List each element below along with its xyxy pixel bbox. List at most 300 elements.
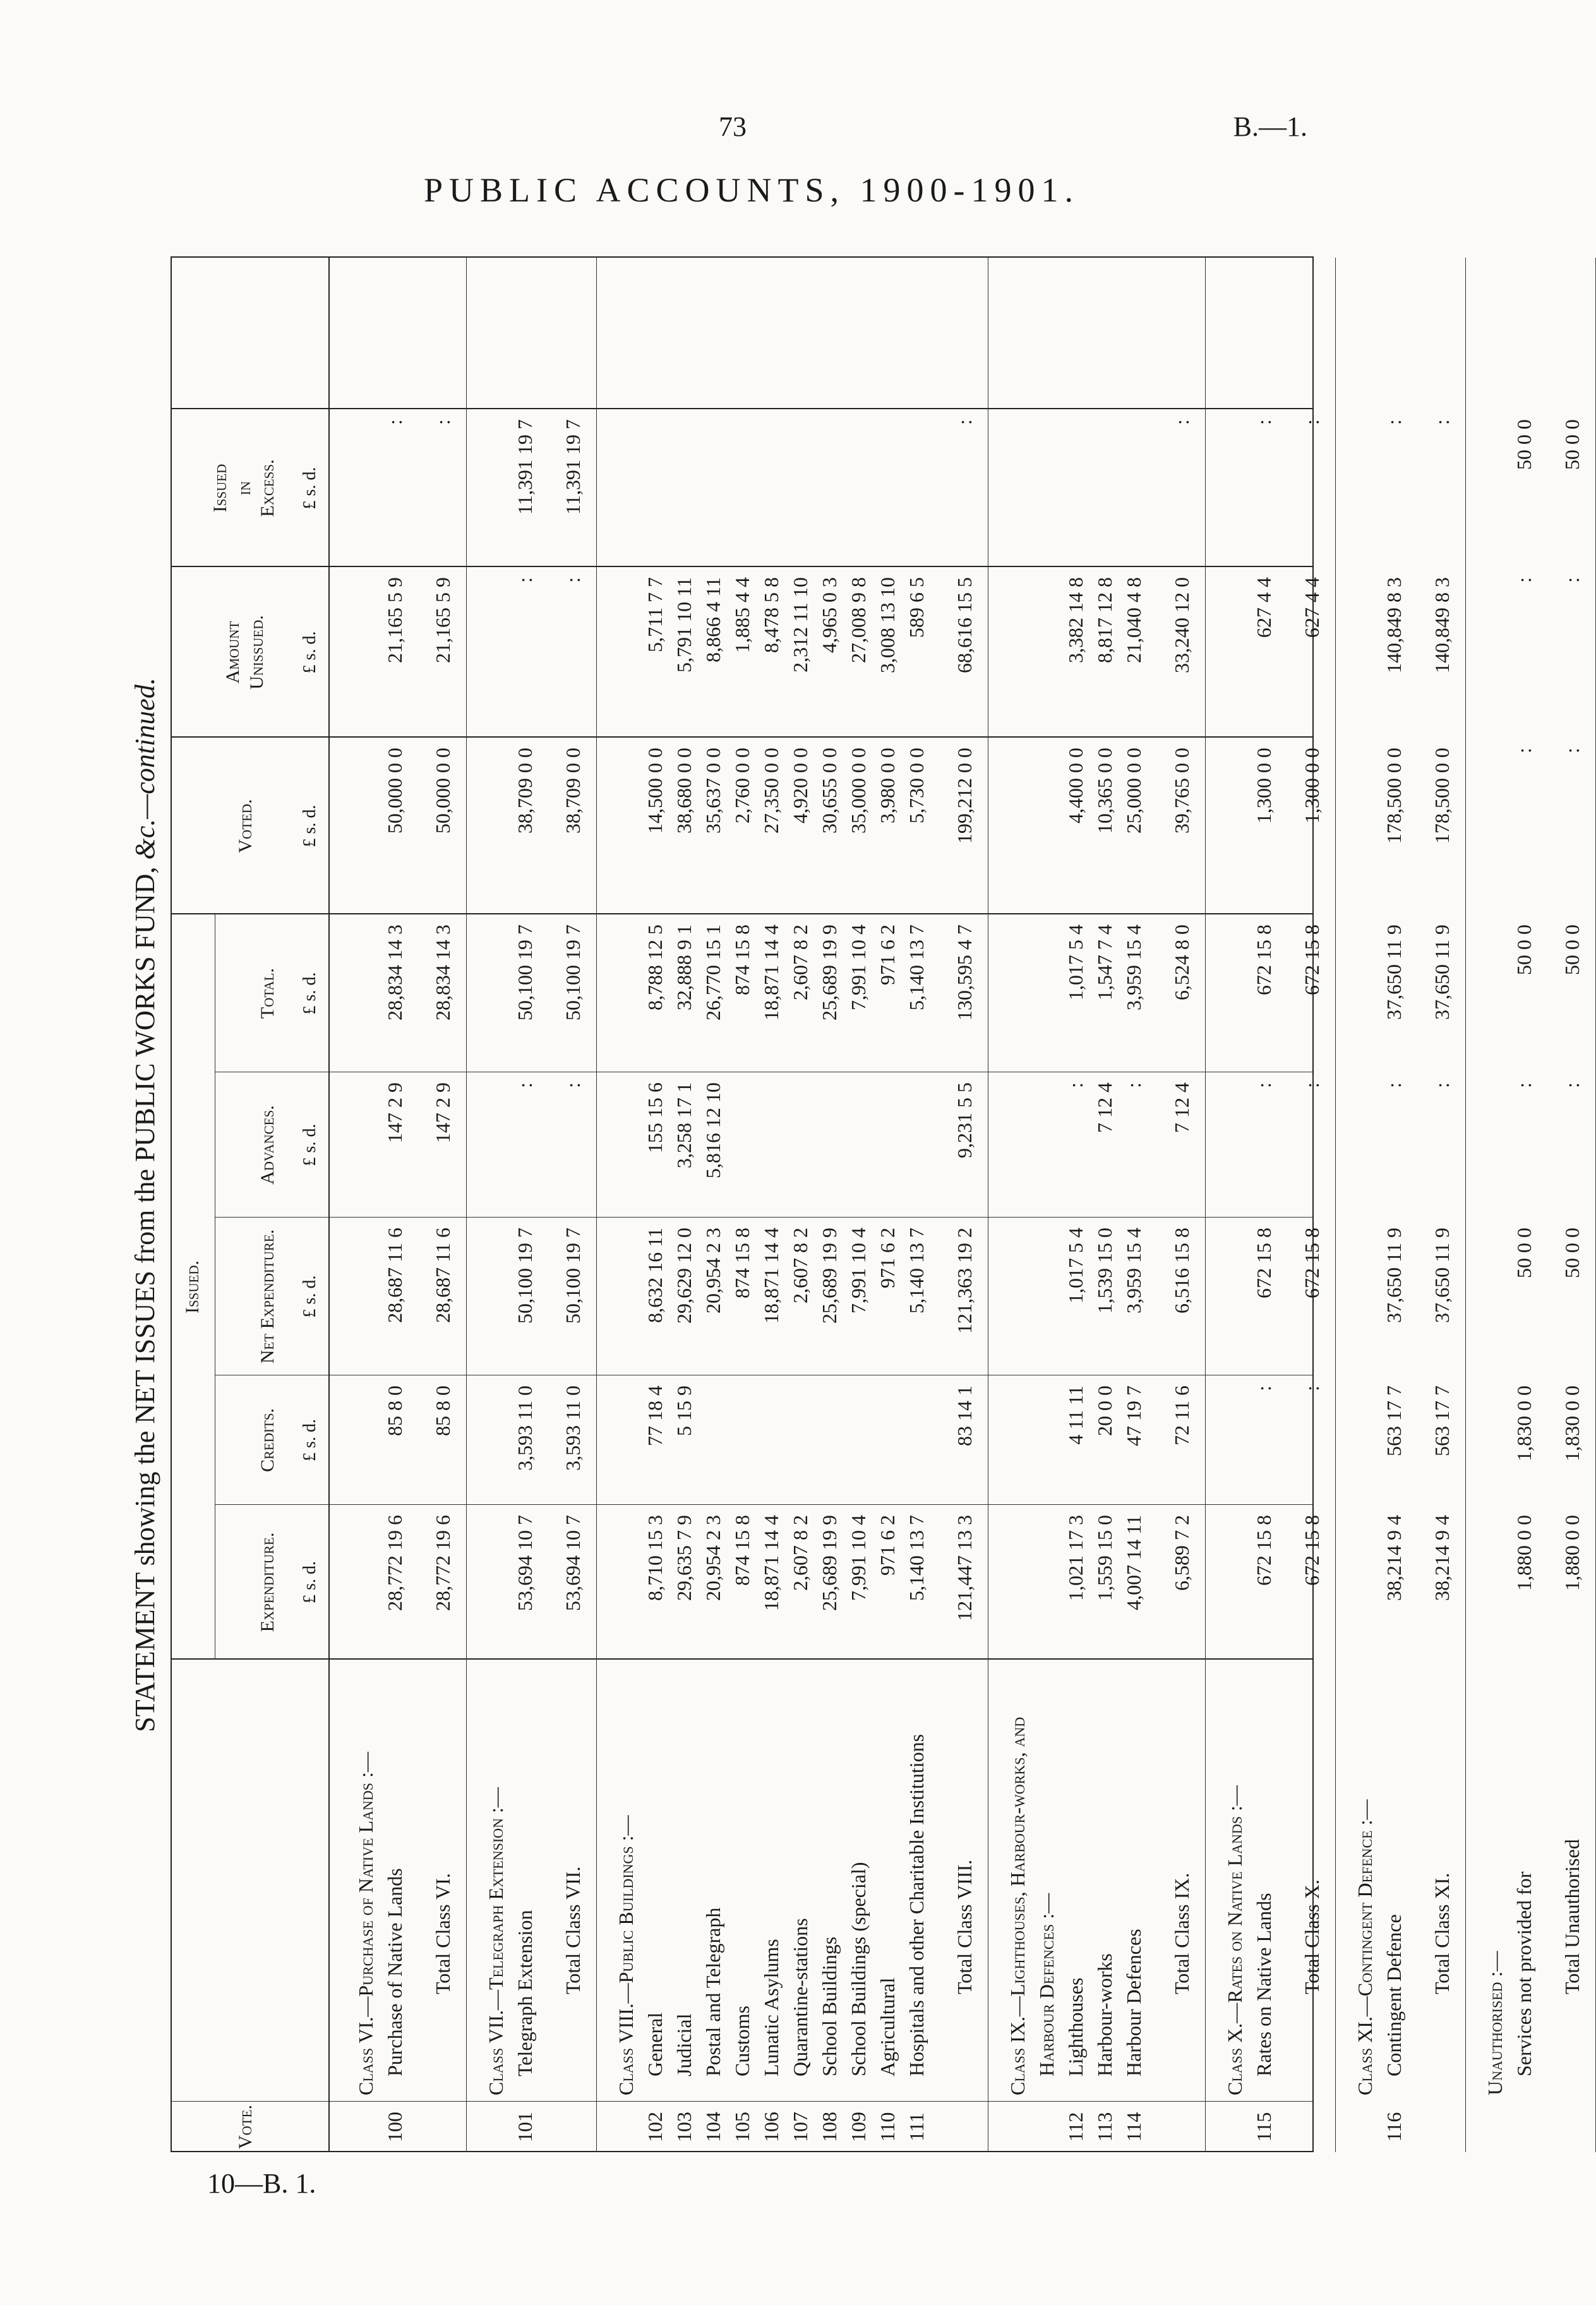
cell-voted: : xyxy=(1561,748,1583,753)
unit-label: £ s. d. xyxy=(300,1275,320,1318)
cell-credits xyxy=(844,1386,873,1505)
cell-expenditure: 874 15 8 xyxy=(731,1515,753,1586)
header-expenditure: Expenditure. xyxy=(257,1532,278,1632)
cell-issued-in-excess: : xyxy=(1170,419,1193,425)
cell-total: 1,017 5 4 xyxy=(1064,925,1087,1000)
cell-voted: 14,500 0 0 xyxy=(644,748,666,834)
item-description: Harbour Defences xyxy=(1122,1929,1145,2076)
cell-voted: 10,365 0 0 xyxy=(1093,748,1116,834)
class-heading-row xyxy=(1350,258,1379,2152)
cell-credits xyxy=(728,1386,757,1505)
vote-number: 100 xyxy=(383,2112,406,2142)
cell-advances xyxy=(786,1082,815,1218)
vote-number xyxy=(611,2102,640,2152)
cell-amount-unissued: 33,240 12 0 xyxy=(1170,577,1193,673)
cell-total: 37,650 11 9 xyxy=(1383,925,1405,1020)
table-row xyxy=(1379,258,1408,2152)
unit-label: £ s. d. xyxy=(300,1123,320,1166)
cell-credits: 563 17 7 xyxy=(1431,1386,1453,1456)
cell-credits: 563 17 7 xyxy=(1383,1386,1405,1456)
item-description: Lighthouses xyxy=(1064,1977,1087,2076)
cell-total: 7,991 10 4 xyxy=(847,925,870,1010)
cell-expenditure: 38,214 9 4 xyxy=(1431,1515,1453,1601)
cell-total: 2,607 8 2 xyxy=(789,925,812,1000)
cell-total: 28,834 14 3 xyxy=(431,925,454,1021)
cell-issued-in-excess xyxy=(844,419,873,567)
cell-voted: 5,730 0 0 xyxy=(905,748,928,823)
cell-advances: 5,816 12 10 xyxy=(702,1082,724,1178)
table-row xyxy=(902,258,931,2152)
cell-total: 672 15 8 xyxy=(1252,925,1275,995)
header-issued: Issued. xyxy=(182,1260,203,1314)
cell-voted: 199,212 0 0 xyxy=(953,748,976,844)
cell-total: 874 15 8 xyxy=(731,925,753,995)
cell-voted: 30,655 0 0 xyxy=(818,748,841,834)
cell-advances: 147 2 9 xyxy=(383,1082,406,1143)
vote-number xyxy=(1032,2102,1061,2152)
cell-issued-in-excess: 11,391 19 7 xyxy=(513,419,536,515)
cell-expenditure: 6,589 7 2 xyxy=(1170,1515,1193,1591)
header-vote: Vote. xyxy=(235,2105,256,2149)
cell-advances: 3,258 17 1 xyxy=(673,1082,695,1168)
cell-issued-in-excess xyxy=(757,419,786,567)
vote-number: 110 xyxy=(876,2112,899,2142)
cell-expenditure: 1,559 15 0 xyxy=(1093,1515,1116,1601)
cell-credits: 47 19 7 xyxy=(1122,1386,1145,1446)
cell-credits: : xyxy=(1300,1386,1323,1391)
vote-number xyxy=(950,2102,979,2152)
item-description: Harbour-works xyxy=(1093,1953,1116,2076)
cell-net-expenditure: 50 0 0 xyxy=(1513,1228,1535,1278)
cell-net-expenditure: 672 15 8 xyxy=(1300,1228,1323,1298)
item-description: Hospitals and other Charitable Institutions xyxy=(905,1733,928,2076)
table-row xyxy=(1090,258,1119,2152)
header-amount-unissued: Amount Unissued. xyxy=(222,615,267,690)
cell-total: 130,595 4 7 xyxy=(953,925,976,1021)
cell-expenditure: 5,140 13 7 xyxy=(905,1515,928,1601)
class-heading-row xyxy=(1480,258,1509,2152)
cell-amount-unissued: 4,965 0 3 xyxy=(818,577,841,653)
cell-expenditure: 18,871 14 4 xyxy=(760,1515,783,1611)
table-row xyxy=(728,258,757,2152)
cell-expenditure: 672 15 8 xyxy=(1252,1515,1275,1586)
cell-voted: 178,500 0 0 xyxy=(1431,748,1453,844)
cell-amount-unissued: : xyxy=(1513,577,1535,583)
cell-voted: 35,637 0 0 xyxy=(702,748,724,834)
unit-label: £ s. d. xyxy=(300,805,320,847)
item-description: Contingent Defence xyxy=(1383,1914,1405,2076)
cell-amount-unissued: 8,866 4 11 xyxy=(702,577,724,662)
cell-expenditure: 1,880 0 0 xyxy=(1513,1515,1535,1591)
cell-issued-in-excess xyxy=(1090,419,1119,567)
cell-total: 37,650 11 9 xyxy=(1431,925,1453,1020)
cell-net-expenditure: 37,650 11 9 xyxy=(1383,1228,1405,1323)
item-description: Purchase of Native Lands xyxy=(383,1868,406,2076)
cell-credits: 85 8 0 xyxy=(431,1386,454,1436)
class-heading: Class VII.—Telegraph Extension :— xyxy=(484,1787,507,2095)
cell-net-expenditure: 18,871 14 4 xyxy=(760,1228,783,1324)
cell-expenditure: 20,954 2 3 xyxy=(702,1515,724,1601)
item-description: Telegraph Extension xyxy=(513,1910,536,2076)
class-heading-row xyxy=(481,258,510,2152)
item-description: Quarantine-stations xyxy=(789,1918,812,2076)
cell-issued-in-excess: 50 0 0 xyxy=(1561,419,1583,470)
cell-advances xyxy=(844,1082,873,1218)
cell-advances xyxy=(815,1082,844,1218)
table-row xyxy=(1061,258,1090,2152)
cell-expenditure: 4,007 14 11 xyxy=(1122,1515,1145,1610)
cell-expenditure: 25,689 19 9 xyxy=(818,1515,841,1611)
cell-advances: 147 2 9 xyxy=(431,1082,454,1143)
class-heading: Harbour Defences :— xyxy=(1035,1893,1058,2076)
cell-net-expenditure: 121,363 19 2 xyxy=(953,1228,976,1334)
vote-number xyxy=(1167,2102,1196,2152)
unit-label: £ s. d. xyxy=(300,467,320,510)
cell-expenditure: 971 6 2 xyxy=(876,1515,899,1576)
cell-net-expenditure: 2,607 8 2 xyxy=(789,1228,812,1303)
cell-issued-in-excess: : xyxy=(1431,419,1453,425)
cell-total: 25,689 19 9 xyxy=(818,925,841,1021)
cell-credits: 1,830 0 0 xyxy=(1561,1386,1583,1461)
cell-credits: : xyxy=(1252,1386,1275,1391)
statement-text: STATEMENT showing the NET ISSUES from the PUBLIC WORKS FUND, xyxy=(129,859,160,1732)
vote-number xyxy=(351,2102,380,2152)
cell-voted: 25,000 0 0 xyxy=(1122,748,1145,834)
vote-number: 105 xyxy=(731,2112,753,2142)
cell-advances: : xyxy=(1122,1082,1145,1088)
cell-net-expenditure: 28,687 11 6 xyxy=(383,1228,406,1323)
cell-total: 8,788 12 5 xyxy=(644,925,666,1010)
item-description: Judicial xyxy=(673,2013,695,2076)
header-credits: Credits. xyxy=(257,1408,278,1473)
cell-net-expenditure: 8,632 16 11 xyxy=(644,1228,666,1323)
table-row xyxy=(757,258,786,2152)
cell-net-expenditure: 971 6 2 xyxy=(876,1228,899,1288)
cell-credits: 85 8 0 xyxy=(383,1386,406,1436)
cell-total: 18,871 14 4 xyxy=(760,925,783,1021)
cell-total: 26,770 15 1 xyxy=(702,925,724,1021)
vote-number: 104 xyxy=(702,2112,724,2142)
cell-advances: : xyxy=(1561,1082,1583,1088)
cell-amount-unissued: 627 4 4 xyxy=(1252,577,1275,638)
rotated-statement xyxy=(120,258,1583,2152)
cell-credits: 20 0 0 xyxy=(1093,1386,1116,1436)
cell-voted: 50,000 0 0 xyxy=(383,748,406,834)
cell-voted: 1,300 0 0 xyxy=(1300,748,1323,823)
cell-amount-unissued: 21,040 4 8 xyxy=(1122,577,1145,663)
class-heading: Unauthorised :— xyxy=(1484,1951,1506,2095)
vote-number: 103 xyxy=(673,2112,695,2142)
class-heading-row xyxy=(1003,258,1032,2152)
vote-number: 101 xyxy=(513,2112,536,2142)
cell-credits: 3,593 11 0 xyxy=(561,1386,584,1471)
cell-expenditure: 1,021 17 3 xyxy=(1064,1515,1087,1601)
cell-expenditure: 2,607 8 2 xyxy=(789,1515,812,1591)
cell-issued-in-excess xyxy=(669,419,699,567)
table-row xyxy=(786,258,815,2152)
cell-total: 6,524 8 0 xyxy=(1170,925,1193,1000)
cell-amount-unissued: 68,616 15 5 xyxy=(953,577,976,673)
vote-number xyxy=(1557,2102,1587,2152)
cell-net-expenditure: 6,516 15 8 xyxy=(1170,1228,1193,1314)
cell-total: 672 15 8 xyxy=(1300,925,1323,995)
vote-number: 113 xyxy=(1093,2112,1116,2142)
cell-expenditure: 8,710 15 3 xyxy=(644,1515,666,1601)
vote-number: 106 xyxy=(760,2112,783,2142)
cell-voted: 3,980 0 0 xyxy=(876,748,899,823)
cell-net-expenditure: 20,954 2 3 xyxy=(702,1228,724,1314)
cell-advances xyxy=(728,1082,757,1218)
cell-issued-in-excess: : xyxy=(383,419,406,425)
cell-total: 50 0 0 xyxy=(1561,925,1583,975)
cell-voted: 50,000 0 0 xyxy=(431,748,454,834)
vote-number: 109 xyxy=(847,2112,870,2142)
cell-total: 50,100 19 7 xyxy=(561,925,584,1021)
cell-credits xyxy=(786,1386,815,1505)
cell-voted: 38,709 0 0 xyxy=(561,748,584,834)
cell-voted: 4,400 0 0 xyxy=(1064,748,1087,823)
cell-issued-in-excess xyxy=(873,419,902,567)
cell-voted: 27,350 0 0 xyxy=(760,748,783,834)
cell-advances: : xyxy=(1252,1082,1275,1088)
vote-number: 102 xyxy=(644,2112,666,2142)
total-label: Total Unauthorised xyxy=(1561,1839,1583,1994)
class-heading: Class VI.—Purchase of Native Lands :— xyxy=(354,1752,377,2095)
cell-expenditure: 28,772 19 6 xyxy=(383,1515,406,1611)
vote-number: 107 xyxy=(789,2112,812,2142)
item-description: Services not provided for xyxy=(1513,1871,1535,2076)
cell-expenditure: 121,447 13 3 xyxy=(953,1515,976,1621)
table-row xyxy=(844,258,873,2152)
vote-number: 115 xyxy=(1252,2112,1275,2142)
table-row xyxy=(640,258,669,2152)
cell-credits xyxy=(815,1386,844,1505)
cell-amount-unissued: 21,165 5 9 xyxy=(431,577,454,663)
total-row xyxy=(428,258,457,2152)
total-label: Total Class XI. xyxy=(1431,1872,1453,1994)
cell-expenditure: 28,772 19 6 xyxy=(431,1515,454,1611)
item-description: Rates on Native Lands xyxy=(1252,1893,1275,2076)
cell-amount-unissued: : xyxy=(561,577,584,583)
cell-issued-in-excess xyxy=(1119,419,1148,567)
table-row xyxy=(1509,258,1539,2152)
cell-credits xyxy=(902,1386,931,1505)
page-reference: B.—1. xyxy=(1233,111,1307,142)
cell-amount-unissued: 5,791 10 11 xyxy=(673,577,695,673)
total-row xyxy=(1297,258,1326,2152)
cell-expenditure: 672 15 8 xyxy=(1300,1515,1323,1586)
item-description: Agricultural xyxy=(876,1977,899,2076)
vote-number: 116 xyxy=(1383,2112,1405,2142)
cell-voted: 38,680 0 0 xyxy=(673,748,695,834)
vote-number xyxy=(1427,2102,1456,2152)
vote-number xyxy=(558,2102,587,2152)
table-row xyxy=(699,258,728,2152)
class-heading-row xyxy=(1220,258,1249,2152)
cell-voted: 35,000 0 0 xyxy=(847,748,870,834)
cell-issued-in-excess xyxy=(640,419,669,567)
cell-net-expenditure: 672 15 8 xyxy=(1252,1228,1275,1298)
cell-net-expenditure: 28,687 11 6 xyxy=(431,1228,454,1323)
cell-net-expenditure: 5,140 13 7 xyxy=(905,1228,928,1314)
vote-number xyxy=(1480,2102,1509,2152)
cell-total: 50 0 0 xyxy=(1513,925,1535,975)
cell-total: 28,834 14 3 xyxy=(383,925,406,1021)
cell-advances xyxy=(757,1082,786,1218)
class-heading: Class X.—Rates on Native Lands :— xyxy=(1223,1785,1246,2095)
table-row xyxy=(1119,258,1148,2152)
cell-advances: : xyxy=(1383,1082,1405,1088)
cell-issued-in-excess xyxy=(786,419,815,567)
vote-number xyxy=(481,2102,510,2152)
cell-voted: 38,709 0 0 xyxy=(513,748,536,834)
cell-credits: 3,593 11 0 xyxy=(513,1386,536,1471)
class-heading: Class IX.—Lighthouses, Harbour-works, and xyxy=(1006,1716,1029,2095)
vote-number xyxy=(1509,2102,1539,2152)
total-row xyxy=(1167,258,1196,2152)
cell-advances: : xyxy=(513,1082,536,1088)
item-description: Customs xyxy=(731,2005,753,2076)
cell-net-expenditure: 50,100 19 7 xyxy=(513,1228,536,1324)
table-row xyxy=(510,258,539,2152)
cell-amount-unissued: 1,885 4 4 xyxy=(731,577,753,653)
total-row xyxy=(1557,258,1587,2152)
cell-voted: : xyxy=(1513,748,1535,753)
unit-label: £ s. d. xyxy=(300,631,320,674)
cell-advances: : xyxy=(561,1082,584,1088)
vote-number xyxy=(1003,2102,1032,2152)
cell-total: 971 6 2 xyxy=(876,925,899,985)
cell-voted: 1,300 0 0 xyxy=(1252,748,1275,823)
cell-advances xyxy=(873,1082,902,1218)
cell-issued-in-excess: : xyxy=(431,419,454,425)
unit-label: £ s. d. xyxy=(300,1561,320,1603)
cell-amount-unissued: 21,165 5 9 xyxy=(383,577,406,663)
statement-heading xyxy=(120,258,171,2152)
cell-credits: 77 18 4 xyxy=(644,1386,666,1446)
cell-amount-unissued: 140,849 8 3 xyxy=(1383,577,1405,673)
total-label: Total Class IX. xyxy=(1170,1872,1193,1994)
cell-credits: 5 15 9 xyxy=(673,1386,695,1436)
total-label: Total Class X. xyxy=(1300,1879,1323,1994)
cell-net-expenditure: 37,650 11 9 xyxy=(1431,1228,1453,1323)
cell-amount-unissued: 3,008 13 10 xyxy=(876,577,899,673)
total-row xyxy=(558,258,587,2152)
vote-number: 108 xyxy=(818,2112,841,2142)
unit-label: £ s. d. xyxy=(300,1419,320,1461)
cell-amount-unissued: 8,817 12 8 xyxy=(1093,577,1116,663)
item-description: Lunatic Asylums xyxy=(760,1939,783,2076)
cell-expenditure: 7,991 10 4 xyxy=(847,1515,870,1601)
cell-issued-in-excess: : xyxy=(1252,419,1275,425)
cell-issued-in-excess: 11,391 19 7 xyxy=(561,419,584,515)
cell-expenditure: 38,214 9 4 xyxy=(1383,1515,1405,1601)
cell-net-expenditure: 50 0 0 xyxy=(1561,1228,1583,1278)
cell-amount-unissued: : xyxy=(1561,577,1583,583)
cell-advances: 155 15 6 xyxy=(644,1082,666,1153)
cell-total: 32,888 9 1 xyxy=(673,925,695,1010)
cell-issued-in-excess: : xyxy=(1300,419,1323,425)
item-description: School Buildings xyxy=(818,1936,841,2076)
cell-credits: 72 11 6 xyxy=(1170,1386,1193,1446)
cell-net-expenditure: 1,539 15 0 xyxy=(1093,1228,1116,1314)
cell-issued-in-excess: : xyxy=(1383,419,1405,425)
cell-net-expenditure: 50,100 19 7 xyxy=(561,1228,584,1324)
cell-issued-in-excess xyxy=(1061,419,1090,567)
cell-issued-in-excess xyxy=(902,419,931,567)
header-advances: Advances. xyxy=(257,1105,278,1185)
vote-number xyxy=(428,2102,457,2152)
cell-net-expenditure: 3,959 15 4 xyxy=(1122,1228,1145,1314)
cell-credits xyxy=(699,1386,728,1505)
cell-amount-unissued: 8,478 5 8 xyxy=(760,577,783,653)
vote-number: 111 xyxy=(905,2112,928,2141)
cell-issued-in-excess: : xyxy=(953,419,976,425)
table-row xyxy=(873,258,902,2152)
cell-advances: : xyxy=(1513,1082,1535,1088)
table-row xyxy=(669,258,699,2152)
cell-issued-in-excess xyxy=(699,419,728,567)
cell-credits xyxy=(873,1386,902,1505)
cell-voted: 178,500 0 0 xyxy=(1383,748,1405,844)
item-description: School Buildings (special) xyxy=(847,1862,870,2076)
total-label: Total Class VI. xyxy=(431,1873,454,1994)
cell-amount-unissued: 3,382 14 8 xyxy=(1064,577,1087,663)
cell-amount-unissued: 589 6 5 xyxy=(905,577,928,638)
cell-net-expenditure: 29,629 12 0 xyxy=(673,1228,695,1324)
header-issued-in-excess: Issued in Excess. xyxy=(210,459,278,517)
cell-net-expenditure: 25,689 19 9 xyxy=(818,1228,841,1324)
cell-advances: 9,231 5 5 xyxy=(953,1082,976,1158)
cell-total: 3,959 15 4 xyxy=(1122,925,1145,1010)
class-heading-row xyxy=(351,258,380,2152)
cell-issued-in-excess: 50 0 0 xyxy=(1513,419,1535,470)
item-description: General xyxy=(644,2012,666,2076)
page-footer: 10—B. 1. xyxy=(207,2168,316,2199)
header-net-expenditure: Net Expenditure. xyxy=(257,1229,278,1364)
vote-number: 114 xyxy=(1122,2112,1145,2142)
cell-voted: 2,760 0 0 xyxy=(731,748,753,823)
table-row xyxy=(1249,258,1278,2152)
unit-label: £ s. d. xyxy=(300,972,320,1015)
cell-expenditure: 1,880 0 0 xyxy=(1561,1515,1583,1591)
statement-continued: &c.—continued. xyxy=(129,678,160,860)
cell-expenditure: 53,694 10 7 xyxy=(561,1515,584,1611)
total-label: Total Class VIII. xyxy=(953,1859,976,1994)
cell-advances: : xyxy=(1300,1082,1323,1088)
class-heading-row xyxy=(1032,258,1061,2152)
cell-total: 50,100 19 7 xyxy=(513,925,536,1021)
header-voted: Voted. xyxy=(235,799,256,853)
total-row xyxy=(1427,258,1456,2152)
cell-advances: 7 12 4 xyxy=(1170,1082,1193,1133)
cell-expenditure: 29,635 7 9 xyxy=(673,1515,695,1601)
class-heading-row xyxy=(611,258,640,2152)
cell-amount-unissued: 5,711 7 7 xyxy=(644,577,666,652)
class-heading: Class XI.—Contingent Defence :— xyxy=(1353,1799,1376,2095)
cell-credits: 1,830 0 0 xyxy=(1513,1386,1535,1461)
cell-total: 5,140 13 7 xyxy=(905,925,928,1010)
header-total: Total. xyxy=(257,967,278,1019)
vote-number: 112 xyxy=(1064,2112,1087,2142)
total-row xyxy=(950,258,979,2152)
cell-amount-unissued: : xyxy=(513,577,536,583)
cell-amount-unissued: 627 4 4 xyxy=(1300,577,1323,638)
total-label: Total Class VII. xyxy=(561,1866,584,1994)
table-row xyxy=(380,258,409,2152)
cell-net-expenditure: 7,991 10 4 xyxy=(847,1228,870,1314)
cell-issued-in-excess xyxy=(815,419,844,567)
